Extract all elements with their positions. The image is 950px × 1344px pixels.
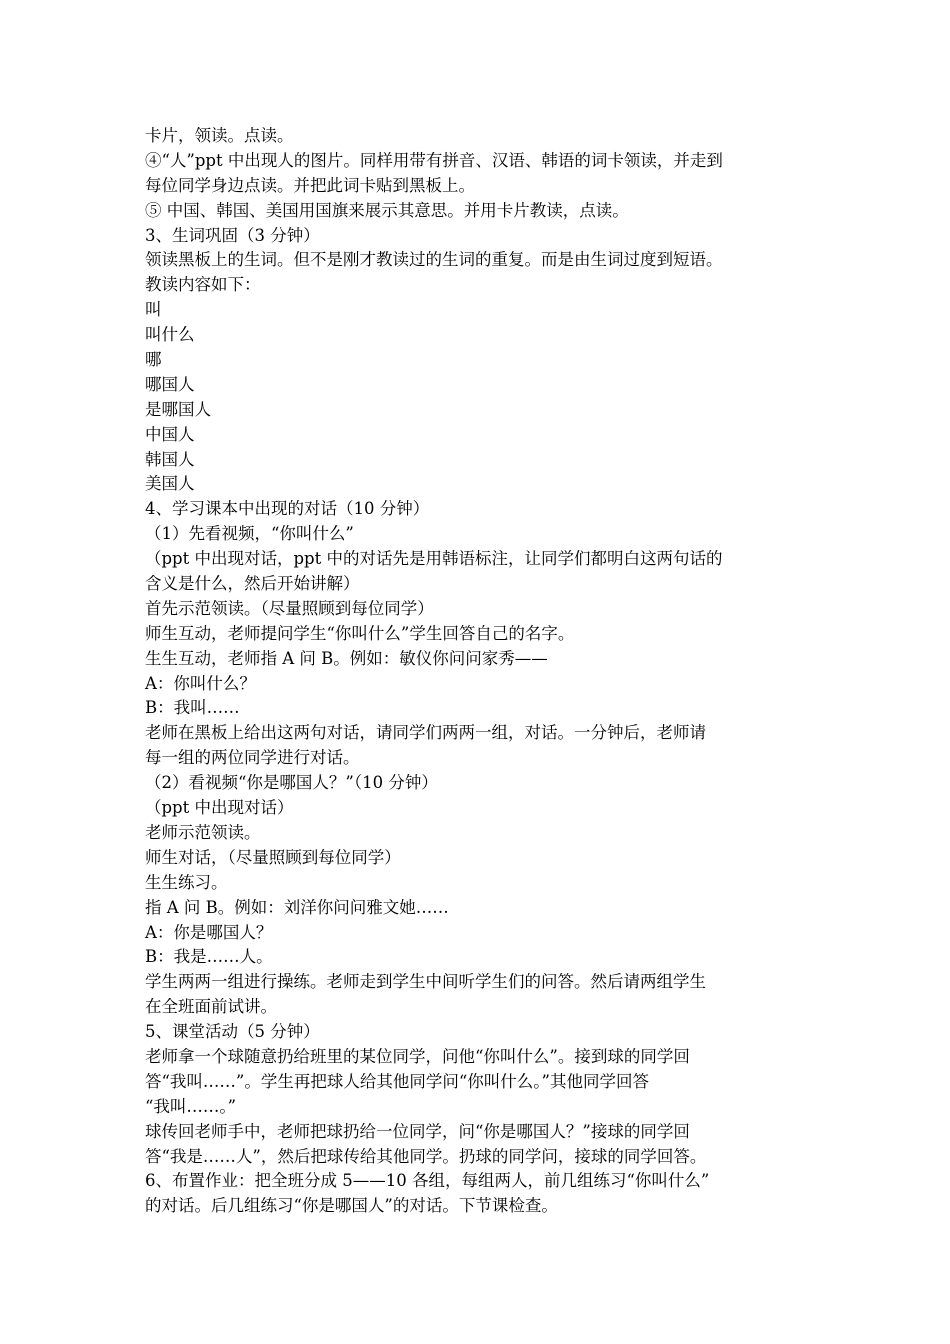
text-line: （ppt 中出现对话，ppt 中的对话先是用韩语标注，让同学们都明白这两句话的	[145, 549, 723, 569]
text-line: （ppt 中出现对话）	[145, 798, 294, 818]
document-body	[145, 124, 815, 1219]
text-line: 含义是什么，然后开始讲解）	[145, 574, 360, 594]
vocab-item: 哪国人	[145, 374, 195, 394]
vocab-item: 美国人	[145, 474, 195, 494]
section-heading: 4、学习课本中出现的对话（10 分钟）	[145, 499, 430, 519]
text-line: 教读内容如下：	[145, 275, 261, 295]
section-heading: 6、布置作业：把全班分成 5——10 各组，每组两人，前几组练习“你叫什么”	[145, 1171, 710, 1191]
dialogue-line: A：你叫什么？	[145, 673, 256, 693]
section-heading: 5、课堂活动（5 分钟）	[145, 1022, 320, 1042]
text-line: 指 A 问 B。例如：刘洋你问问雅文她……	[145, 897, 449, 917]
text-line: 生生练习。	[145, 872, 228, 892]
text-line: 每一组的两位同学进行对话。	[145, 748, 360, 768]
text-line: 领读黑板上的生词。但不是刚才教读过的生词的重复。而是由生词过度到短语。	[145, 250, 723, 270]
text-line: 老师在黑板上给出这两句对话，请同学们两两一组，对话。一分钟后，老师请	[145, 723, 706, 743]
vocab-item: 哪	[145, 350, 162, 370]
text-line: ④“人”ppt 中出现人的图片。同样用带有拼音、汉语、韩语的词卡领读，并走到	[145, 150, 723, 170]
vocab-item: 中国人	[145, 424, 195, 444]
text-line: 老师拿一个球随意扔给班里的某位同学，问他“你叫什么”。接到球的同学回	[145, 1046, 690, 1066]
text-line: 师生互动，老师提问学生“你叫什么”学生回答自己的名字。	[145, 623, 575, 643]
text-line: 的对话。后几组练习“你是哪国人”的对话。下节课检查。	[145, 1196, 558, 1216]
text-line: 答“我叫……”。学生再把球人给其他同学问“你叫什么。”其他同学回答	[145, 1071, 649, 1091]
text-line: 在全班面前试讲。	[145, 997, 277, 1017]
vocab-item: 韩国人	[145, 449, 195, 469]
text-line: 答“我是……人”，然后把球传给其他同学。扔球的同学问，接球的同学回答。	[145, 1146, 707, 1166]
dialogue-line: B：我叫……	[145, 698, 240, 718]
text-line: （1）先看视频，“你叫什么”	[145, 524, 354, 544]
vocab-item: 叫什么	[145, 325, 195, 345]
text-line: 生生互动，老师指 A 问 B。例如：敏仪你问问家秀——	[145, 648, 548, 668]
text-line: 老师示范领读。	[145, 822, 261, 842]
text-line: 卡片，领读。点读。	[145, 126, 294, 145]
vocab-item: 叫	[145, 300, 162, 320]
text-line: 首先示范领读。（尽量照顾到每位同学）	[145, 598, 434, 618]
text-line: 师生对话，（尽量照顾到每位同学）	[145, 847, 401, 867]
dialogue-line: A：你是哪国人？	[145, 922, 273, 942]
text-line: 学生两两一组进行操练。老师走到学生中间听学生们的问答。然后请两组学生	[145, 972, 706, 992]
text-line: “我叫……。”	[145, 1096, 237, 1116]
text-line: （2）看视频“你是哪国人？”（10 分钟）	[145, 773, 438, 793]
section-heading: 3、生词巩固（3 分钟）	[145, 225, 320, 245]
vocab-item: 是哪国人	[145, 399, 211, 419]
dialogue-line: B：我是……人。	[145, 947, 273, 967]
text-line: ⑤ 中国、韩国、美国用国旗来展示其意思。并用卡片教读，点读。	[145, 200, 629, 220]
text-line: 球传回老师手中，老师把球扔给一位同学，问“你是哪国人？”接球的同学回	[145, 1121, 690, 1141]
text-line: 每位同学身边点读。并把此词卡贴到黑板上。	[145, 175, 475, 195]
